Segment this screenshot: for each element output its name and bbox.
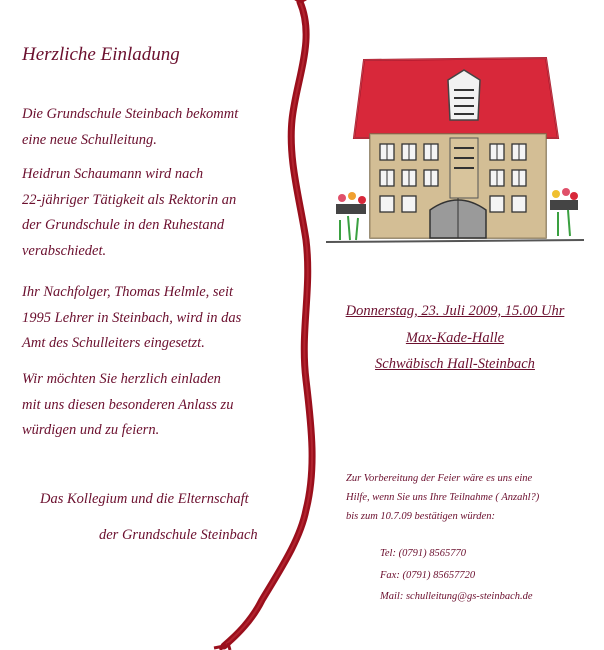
paragraph-line: der Grundschule in den Ruhestand xyxy=(22,217,225,233)
paragraph-line: verabschiedet. xyxy=(22,242,107,259)
paragraph-line: würdigen und zu feiern. xyxy=(22,422,160,438)
paragraph-farewell xyxy=(22,162,236,264)
paragraph-school-news xyxy=(22,102,238,153)
paragraph-line: 22-jähriger Tätigkeit als Rektorin an xyxy=(22,191,237,208)
school-building-drawing xyxy=(318,40,588,252)
paragraph-successor xyxy=(22,280,241,357)
rsvp-note xyxy=(346,469,539,526)
contact-email[interactable]: Mail: schulleitung@gs-steinbach.de xyxy=(380,591,533,602)
contact-fax: Fax: (0791) 85657720 xyxy=(380,569,476,581)
event-datetime: Donnerstag, 23. Juli 2009, 15.00 Uhr xyxy=(345,303,565,319)
paragraph-line: mit uns diesen besonderen Anlass zu xyxy=(22,396,234,413)
contact-info xyxy=(380,543,533,608)
paragraph-invite xyxy=(22,367,233,444)
paragraph-line: Ihr Nachfolger, Thomas Helmle, seit xyxy=(22,284,234,300)
event-details xyxy=(318,298,592,378)
paragraph-line: Heidrun Schaumann wird nach xyxy=(22,166,204,182)
invitation-title: Herzliche Einladung xyxy=(22,44,180,65)
rsvp-line: Hilfe, wenn Sie uns Ihre Teilnahme ( Anzahl?) xyxy=(346,492,540,503)
paragraph-line: 1995 Lehrer in Steinbach, wird in das xyxy=(22,309,242,326)
signature-line: der Grundschule Steinbach xyxy=(99,527,258,543)
paragraph-line: Amt des Schulleiters eingesetzt. xyxy=(22,335,205,351)
rsvp-line: Zur Vorbereitung der Feier wäre es uns eine xyxy=(346,473,533,484)
contact-phone: Tel: (0791) 8565770 xyxy=(380,548,466,559)
paragraph-line: Wir möchten Sie herzlich einladen xyxy=(22,371,221,387)
event-venue: Max-Kade-Halle xyxy=(405,329,505,346)
paragraph-line: eine neue Schulleitung. xyxy=(22,131,157,148)
event-location: Schwäbisch Hall-Steinbach xyxy=(375,356,535,372)
paragraph-line: Die Grundschule Steinbach bekommt xyxy=(22,106,239,122)
signature-line: Das Kollegium und die Elternschaft xyxy=(40,491,249,507)
rsvp-line: bis zum 10.7.09 bestätigen würden: xyxy=(346,511,495,522)
